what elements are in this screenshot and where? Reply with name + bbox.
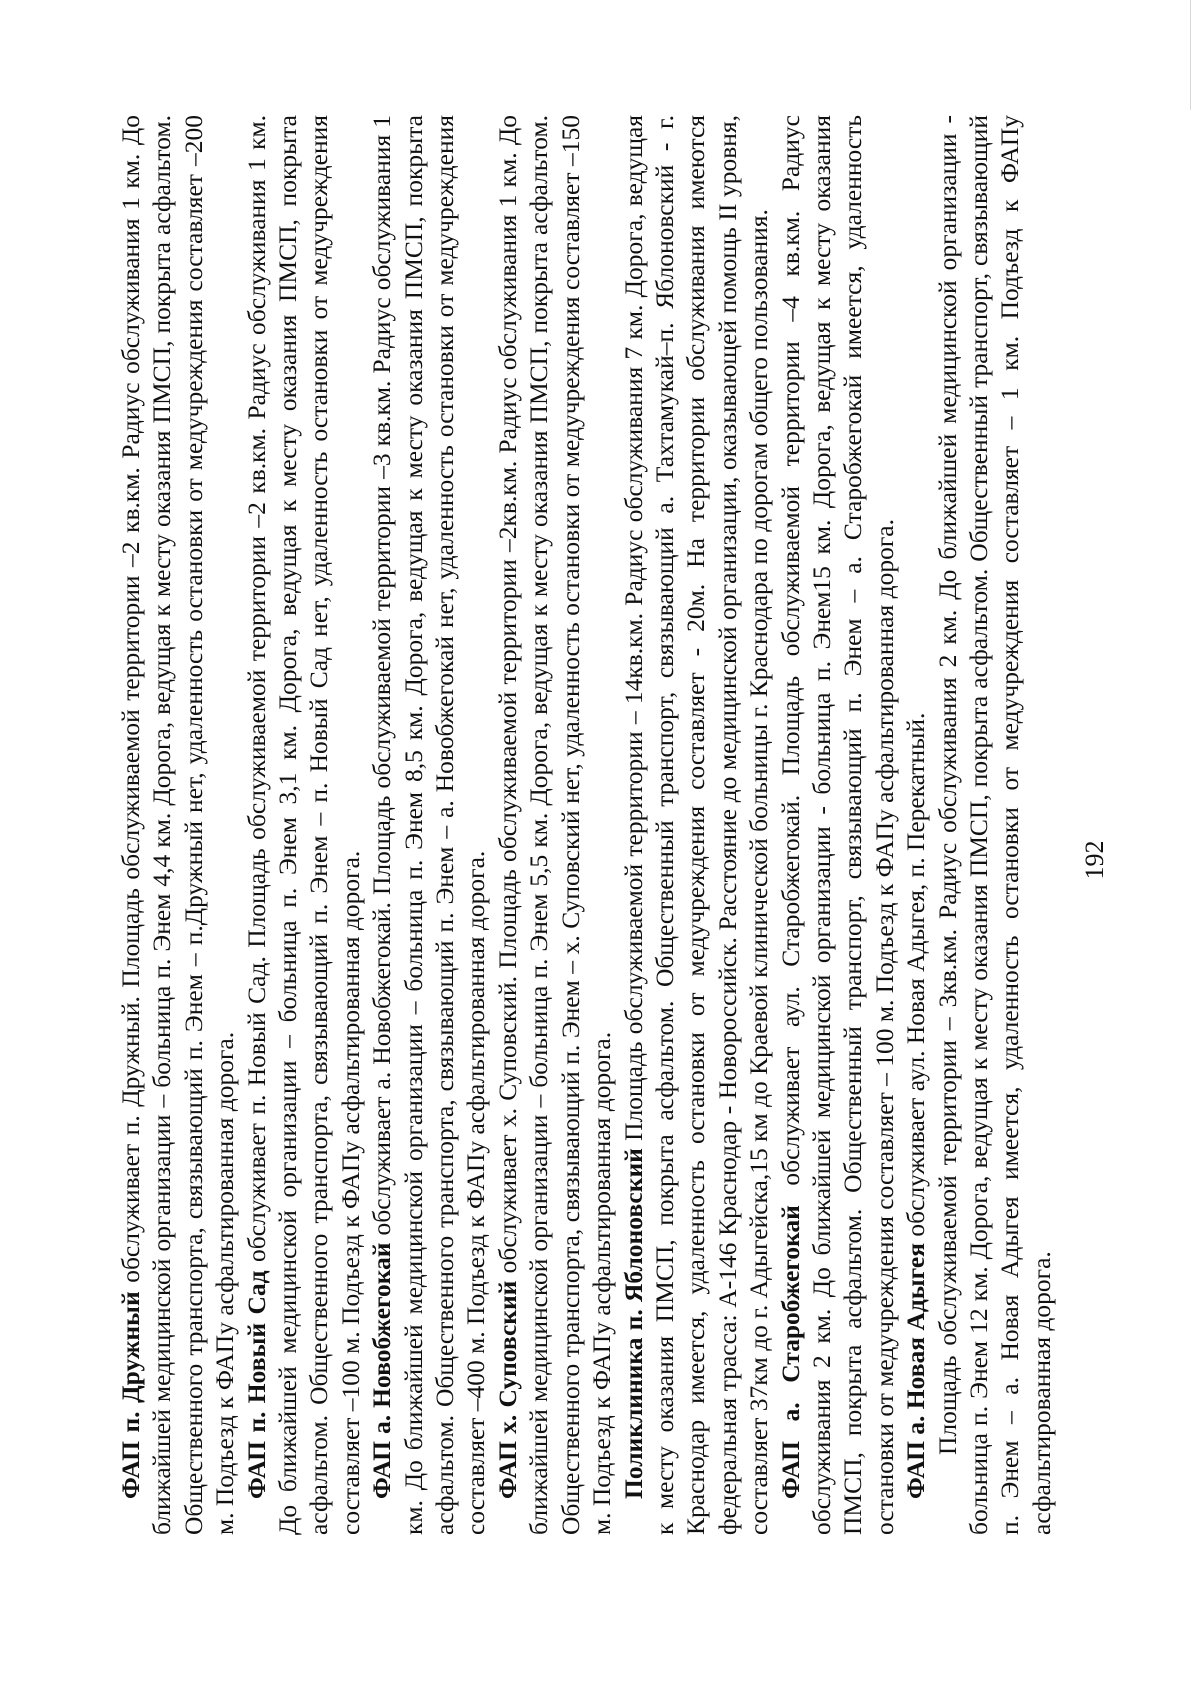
paragraph-fap-druzhny (115, 115, 241, 1535)
paragraph-heading: ФАП п. Дружный (116, 1291, 145, 1499)
page-number: 192 (1080, 840, 1109, 880)
paragraph-fap-starobzhegokai (775, 115, 901, 1535)
paragraph-heading: ФАП х. Суповский (492, 1280, 522, 1499)
paragraph-heading: ФАП а. Новобжегокай (367, 1242, 397, 1499)
document-body (115, 115, 1057, 1535)
paragraph-heading: ФАП п. Новый Сад (241, 1270, 271, 1499)
paragraph-heading: ФАП а. Старобжегокай (775, 1205, 805, 1499)
paragraph-polyclinic-yablonovsky (618, 115, 775, 1535)
paragraph-heading: Поликлиника п. Яблоновский (618, 1148, 648, 1499)
paragraph-text: обслуживает аул. Новая Адыгея, п. Перекатный. (901, 712, 931, 1243)
paragraph-fap-novy-sad (241, 115, 367, 1535)
paragraph-fap-supovsky (492, 115, 618, 1535)
paragraph-text: Площадь обслуживаемой территории – 14кв.км. Радиус обслуживания 7 км. Дорога, ведущая к месту оказания ПМСП, покрыта асфальтом. Общественный транспорт, связывающий а. Тахтамукай–п. Яблоновский - г. Краснодар имеется, удаленность остановки от медучреждения составляет - 20м. На территории обслуживания имеются федеральная трасса: А-146 Краснодар - Новороссийск. Расстояние до медицинской организации, оказывающей помощь II уровня, составляет 37км до г. Адыгейска,15 км до Краевой клинической больницы г. Краснодара по дорогам общего пользования. (618, 115, 774, 1535)
paragraph-text: обслуживает п. Новый Сад. Площадь обслуживаемой территории –2 кв.км. Радиус обслуживания 1 км. До ближайшей медицинской организации – больница п. Энем 3,1 км. Дорога, ведущая к месту оказания ПМСП, покрыта асфальтом. Общественного транспорта, связывающий п. Энем – п. Новый Сад нет, удаленность остановки от медучреждения составляет –100 м. Подъезд к ФАПу асфальтированная дорога. (241, 115, 365, 1535)
paragraph-novaya-adygeya-details (932, 115, 1058, 1535)
paragraph-fap-novobzhegokai (366, 115, 492, 1535)
paragraph-text: обслуживает х. Суповский. Площадь обслуживаемой территории –2кв.км. Радиус обслуживания 1 км. До ближайшей медицинской организации – больница п. Энем 5,5 км. Дорога, ведущая к месту оказания ПМСП, покрыта асфальтом. Общественного транспорта, связывающий п. Энем – х. Суповский нет, удаленность остановки от медучреждения составляет –150 м. Подъезд к ФАПу асфальтированная дорога. (492, 115, 617, 1535)
paragraph-text: обслуживает аул. Старобжегокай. Площадь обслуживаемой территории –4 кв.км. Радиус обслуживания 2 км. До ближайшей медицинской организации - больница п. Энем15 км. Дорога, ведущая к месту оказания ПМСП, покрыта асфальтом. Общественный транспорт, связывающий п. Энем – а. Старобжегокай имеется, удаленность остановки от медучреждения составляет – 100 м. Подъезд к ФАПу асфальтированная дорога. (775, 115, 899, 1535)
paragraph-fap-novaya-adygeya (900, 115, 931, 1535)
paragraph-text: обслуживает а. Новобжегокай. Площадь обслуживаемой территории –3 кв.км. Радиус обслуживания 1 км. До ближайшей медицинской организации – больница п. Энем 8,5 км. Дорога, ведущая к месту оказания ПМСП, покрыта асфальтом. Общественного транспорта, связывающий п. Энем – а. Новобжегокай нет, удаленность остановки от медучреждения составляет –400 м. Подъезд к ФАПу асфальтированная дорога. (367, 115, 491, 1535)
paragraph-text: Площадь обслуживаемой территории – 3кв.км. Радиус обслуживания 2 км. До ближайшей медицинской организации - больница п. Энем 12 км. Дорога, ведущая к месту оказания ПМСП, покрыта асфальтом. Общественный транспорт, связывающий п. Энем – а. Новая Адыгея имеется, удаленность остановки от медучреждения составляет – 1 км. Подъезд к ФАПу асфальтированная дорога. (932, 115, 1056, 1535)
paragraph-text: обслуживает п. Дружный. Площадь обслуживаемой территории –2 кв.км. Радиус обслуживания 1 км. До ближайшей медицинской организации – больница п. Энем 4,4 км. Дорога, ведущая к месту оказания ПМСП, покрыта асфальтом. Общественного транспорта, связывающий п. Энем – п.Дружный нет, удаленность остановки от медучреждения составляет –200 м. Подъезд к ФАПу асфальтированная дорога. (116, 115, 240, 1535)
scan-edge-line (1190, 0, 1191, 110)
paragraph-heading: ФАП а. Новая Адыгея (901, 1242, 931, 1499)
